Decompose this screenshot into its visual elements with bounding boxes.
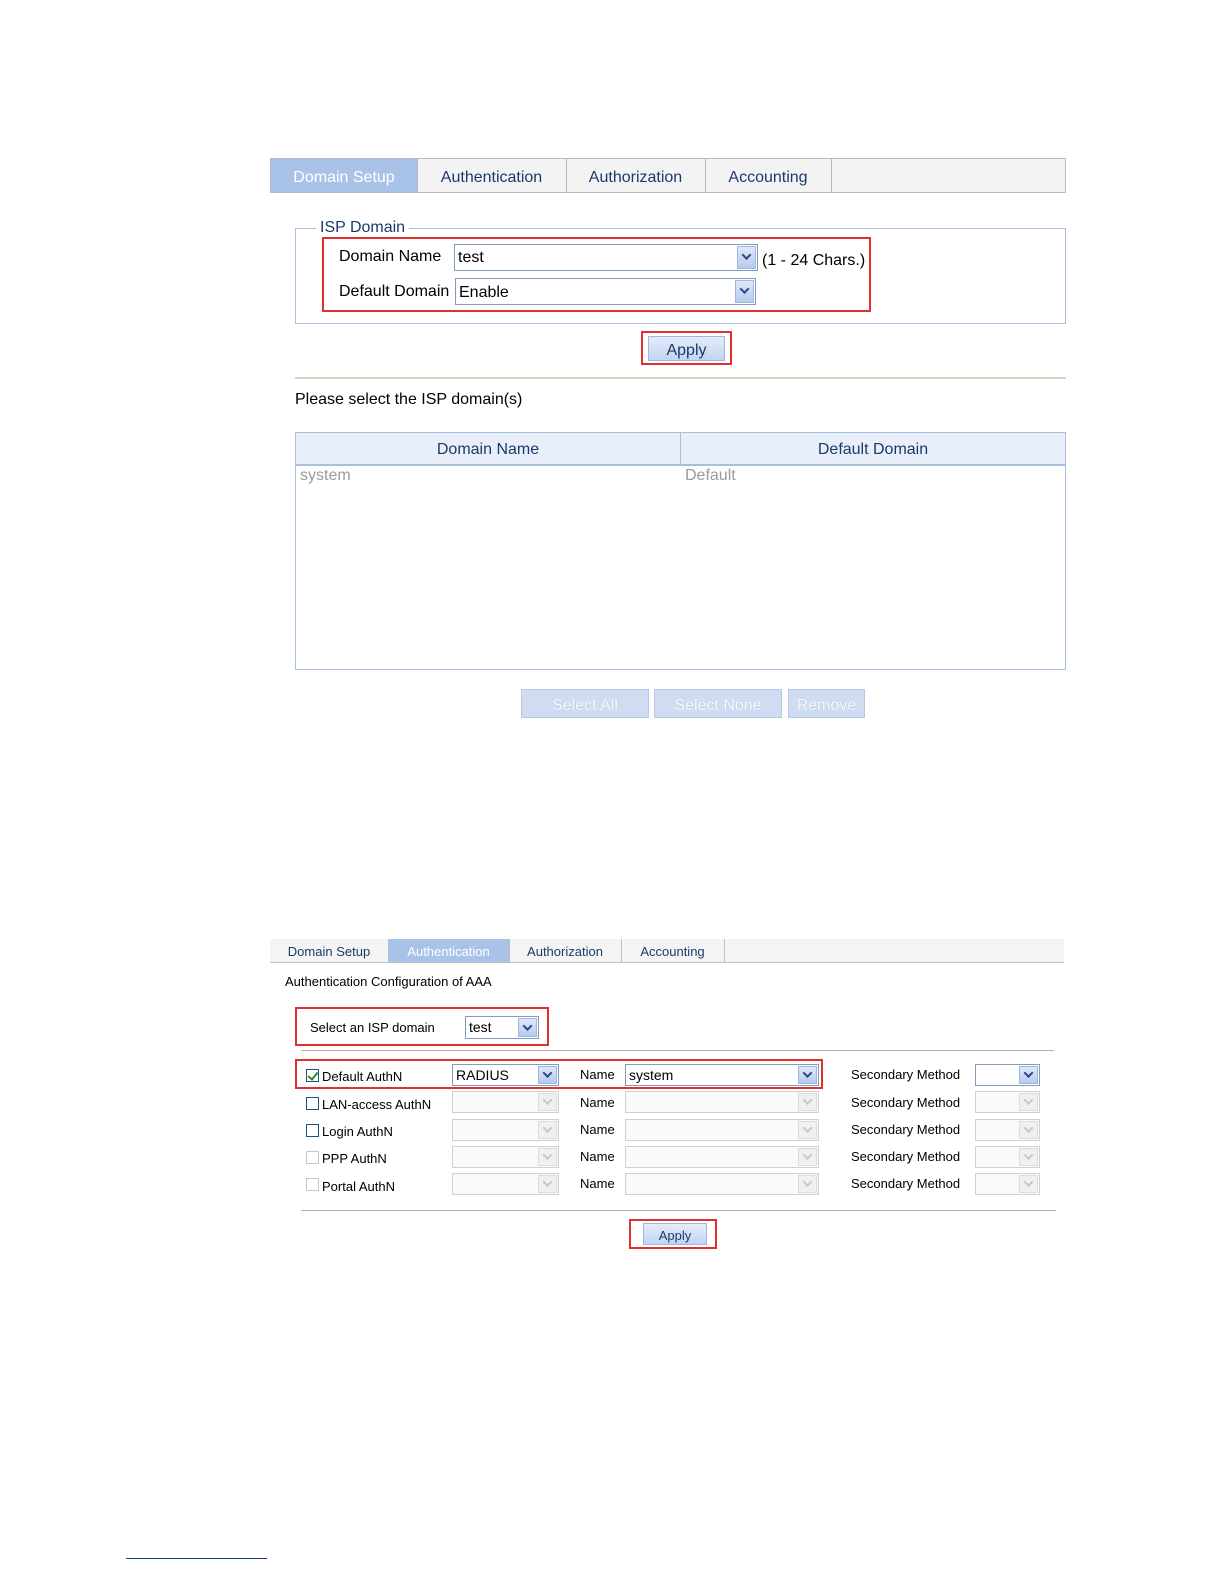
default-domain-select[interactable]	[455, 278, 756, 305]
portal-authn-checkbox[interactable]	[306, 1178, 319, 1191]
chevron-down-icon[interactable]	[538, 1175, 557, 1193]
chevron-down-icon[interactable]	[518, 1018, 537, 1037]
tab-authentication[interactable]: Authentication	[417, 159, 567, 192]
portal-authn-secondary-select[interactable]	[975, 1173, 1040, 1195]
chevron-down-icon[interactable]	[538, 1121, 557, 1139]
name-label: Name	[580, 1176, 615, 1191]
tab-domain-setup[interactable]: Domain Setup	[270, 939, 389, 962]
secondary-method-label: Secondary Method	[851, 1095, 961, 1110]
secondary-method-label: Secondary Method	[851, 1149, 961, 1164]
default-authn-secondary-select[interactable]	[975, 1064, 1040, 1086]
ppp-authn-name-select[interactable]	[625, 1146, 819, 1168]
domain-name-hint: (1 - 24 Chars.)	[762, 252, 866, 269]
tab-authorization[interactable]: Authorization	[566, 159, 706, 192]
name-label: Name	[580, 1122, 615, 1137]
column-header-default-domain[interactable]: Default Domain	[681, 433, 1065, 466]
default-authn-checkbox[interactable]	[306, 1069, 319, 1082]
tab-authorization[interactable]: Authorization	[509, 939, 622, 962]
tab-accounting[interactable]: Accounting	[705, 159, 832, 192]
apply-button[interactable]: Apply	[648, 336, 725, 361]
panel1-tab-bar	[270, 158, 1066, 193]
chevron-down-icon[interactable]	[798, 1093, 817, 1111]
isp-domain-legend: ISP Domain	[316, 219, 409, 237]
select-none-button[interactable]: Select None	[654, 689, 782, 718]
chevron-down-icon[interactable]	[798, 1175, 817, 1193]
chevron-down-icon[interactable]	[538, 1148, 557, 1166]
lan-access-authn-method-select[interactable]	[452, 1091, 559, 1113]
select-domains-prompt: Please select the ISP domain(s)	[295, 391, 523, 408]
login-authn-method-select[interactable]	[452, 1119, 559, 1141]
apply-button[interactable]: Apply	[643, 1223, 707, 1245]
domain-name-value: test	[458, 249, 484, 266]
name-label: Name	[580, 1067, 615, 1082]
chevron-down-icon[interactable]	[538, 1093, 557, 1111]
section-divider	[301, 1050, 1054, 1051]
login-authn-secondary-select[interactable]	[975, 1119, 1040, 1141]
secondary-method-label: Secondary Method	[851, 1122, 961, 1137]
default-domain-value: Enable	[459, 284, 509, 301]
tab-domain-setup[interactable]: Domain Setup	[271, 159, 418, 192]
default-authn-label: Default AuthN	[322, 1069, 403, 1084]
footnote-separator	[126, 1558, 267, 1559]
portal-authn-method-select[interactable]	[452, 1173, 559, 1195]
domain-table	[295, 432, 1066, 670]
ppp-authn-method-select[interactable]	[452, 1146, 559, 1168]
select-all-button[interactable]: Select All	[521, 689, 649, 718]
chevron-down-icon[interactable]	[1019, 1175, 1038, 1193]
section-divider	[301, 1210, 1056, 1211]
remove-button[interactable]: Remove	[788, 689, 865, 718]
section-divider	[295, 377, 1066, 379]
chevron-down-icon[interactable]	[1019, 1093, 1038, 1111]
secondary-method-label: Secondary Method	[851, 1176, 961, 1191]
isp-domain-select[interactable]	[465, 1016, 539, 1039]
name-label: Name	[580, 1095, 615, 1110]
domain-name-combobox[interactable]	[454, 244, 758, 271]
isp-domain-label: Select an ISP domain	[310, 1020, 435, 1035]
ppp-authn-label: PPP AuthN	[322, 1151, 387, 1166]
auth-config-heading: Authentication Configuration of AAA	[285, 974, 492, 989]
default-authn-method-value: RADIUS	[456, 1067, 509, 1083]
ppp-authn-checkbox[interactable]	[306, 1151, 319, 1164]
name-label: Name	[580, 1149, 615, 1164]
chevron-down-icon[interactable]	[538, 1066, 557, 1084]
default-authn-method-select[interactable]	[452, 1064, 559, 1086]
lan-access-authn-label: LAN-access AuthN	[322, 1097, 432, 1112]
column-header-domain-name[interactable]: Domain Name	[296, 433, 681, 466]
tab-accounting[interactable]: Accounting	[621, 939, 725, 962]
secondary-method-label: Secondary Method	[851, 1067, 961, 1082]
chevron-down-icon[interactable]	[1019, 1148, 1038, 1166]
chevron-down-icon[interactable]	[737, 246, 756, 269]
chevron-down-icon[interactable]	[735, 280, 754, 303]
table-cell-domain-name[interactable]: system	[300, 467, 351, 484]
chevron-down-icon[interactable]	[798, 1148, 817, 1166]
portal-authn-name-select[interactable]	[625, 1173, 819, 1195]
default-authn-name-value: system	[629, 1067, 674, 1083]
chevron-down-icon[interactable]	[798, 1121, 817, 1139]
chevron-down-icon[interactable]	[1019, 1066, 1038, 1084]
chevron-down-icon[interactable]	[1019, 1121, 1038, 1139]
tab-authentication[interactable]: Authentication	[388, 939, 510, 962]
login-authn-checkbox[interactable]	[306, 1124, 319, 1137]
login-authn-label: Login AuthN	[322, 1124, 393, 1139]
portal-authn-label: Portal AuthN	[322, 1179, 395, 1194]
table-cell-default-domain[interactable]: Default	[685, 467, 736, 484]
domain-name-label: Domain Name	[339, 248, 442, 265]
ppp-authn-secondary-select[interactable]	[975, 1146, 1040, 1168]
lan-access-authn-checkbox[interactable]	[306, 1097, 319, 1110]
lan-access-authn-name-select[interactable]	[625, 1091, 819, 1113]
chevron-down-icon[interactable]	[798, 1066, 817, 1084]
login-authn-name-select[interactable]	[625, 1119, 819, 1141]
default-authn-name-select[interactable]	[625, 1064, 819, 1086]
panel2-tab-bar	[270, 939, 1064, 963]
default-domain-label: Default Domain	[339, 283, 450, 300]
lan-access-authn-secondary-select[interactable]	[975, 1091, 1040, 1113]
isp-domain-value: test	[469, 1019, 492, 1035]
